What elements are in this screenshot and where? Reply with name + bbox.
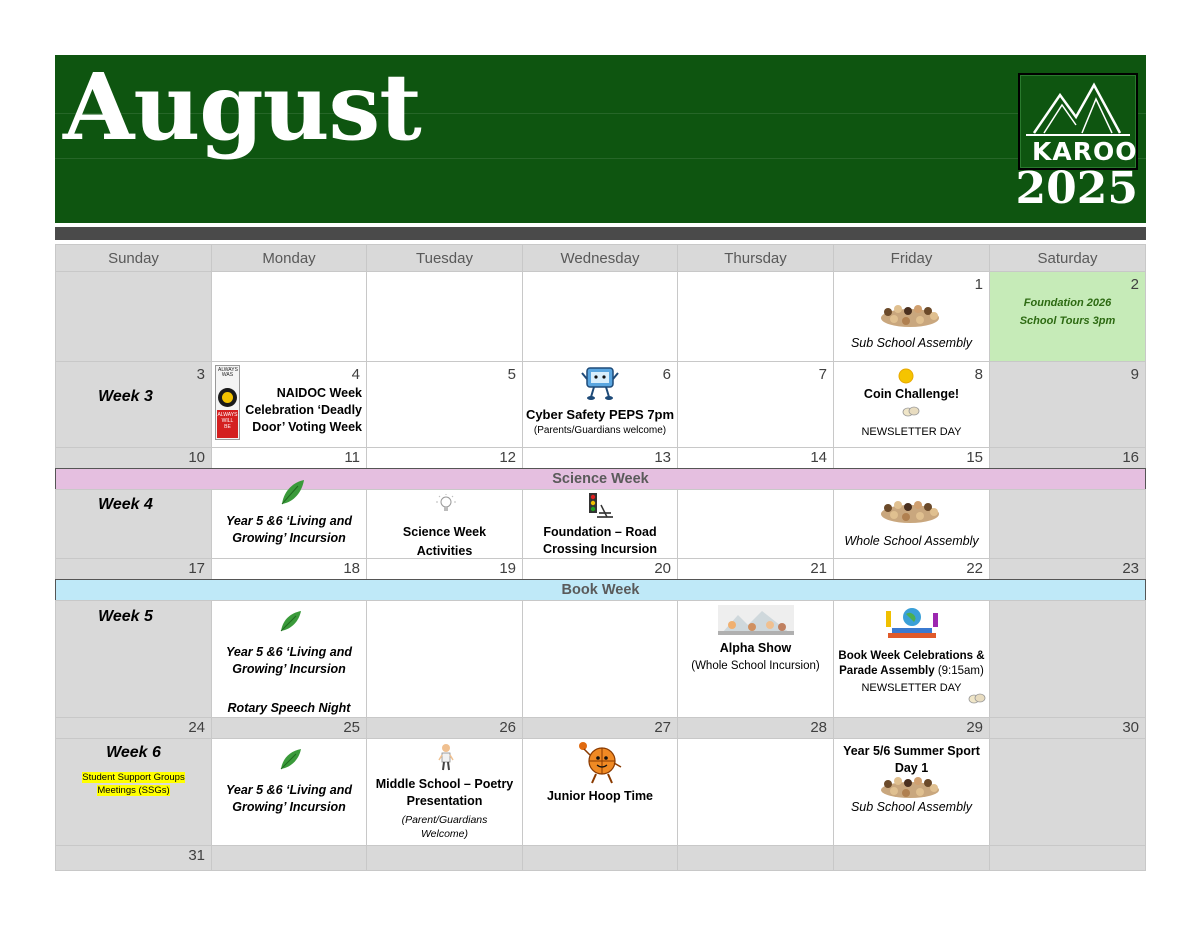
poster-text: WAS: [221, 372, 234, 378]
date-strip-cell: [989, 845, 1146, 871]
event-text: Foundation 2026: [1023, 297, 1112, 309]
event-text: Growing’ Incursion: [232, 800, 346, 814]
event-time: (9:15am): [937, 665, 984, 677]
date-number: 17: [188, 560, 205, 577]
date-number: 25: [343, 719, 360, 736]
day-cell-aug-26: [366, 738, 523, 846]
traffic-light-icon: [587, 491, 615, 519]
event-subtext: NEWSLETTER DAY: [861, 682, 962, 694]
event-text: Junior Hoop Time: [546, 789, 654, 803]
day-cell-aug-18: [211, 600, 367, 718]
day-cell-aug-14: [677, 489, 834, 559]
event-text: Presentation: [406, 794, 483, 808]
day-cell-aug-12: [366, 489, 523, 559]
date-strip-cell: [522, 845, 678, 871]
day-cell-aug-28: [677, 738, 834, 846]
globe-books-icon: [884, 605, 940, 641]
lightbulb-icon: [436, 494, 456, 514]
day-header-friday: Friday: [833, 244, 990, 272]
calendar-grid: [55, 244, 1146, 871]
day-cell-aug-4: [211, 361, 367, 448]
poster-text: WILL: [221, 418, 234, 424]
day-header-sunday: Sunday: [55, 244, 212, 272]
event-text: School Tours 3pm: [1019, 315, 1116, 327]
day-header-saturday: Saturday: [989, 244, 1146, 272]
science-week-band: Science Week: [55, 468, 1146, 490]
event-text: Year 5 &6 ‘Living and: [226, 514, 352, 528]
event-text: Door’ Voting Week: [252, 420, 362, 434]
event-text: NAIDOC Week: [276, 386, 362, 400]
day-header-monday: Monday: [211, 244, 367, 272]
date-strip-cell: [211, 845, 367, 871]
basketball-icon: [576, 741, 624, 785]
poster-text: ALWAYS: [217, 412, 238, 418]
event-subtext: (Parent/Guardians: [401, 814, 488, 826]
event-text: Day 1: [894, 761, 929, 775]
week-cell-week-5: [55, 600, 212, 718]
date-strip-cell: [366, 558, 523, 580]
day-cell-aug-2: [989, 271, 1146, 362]
day-header-thursday: Thursday: [677, 244, 834, 272]
date-strip-cell: [366, 845, 523, 871]
poster-text: ALWAYS: [218, 367, 238, 373]
event-text: Middle School – Poetry: [375, 777, 514, 791]
date-number: 22: [966, 560, 983, 577]
date-strip-cell: [833, 558, 990, 580]
event-text: Foundation – Road: [543, 525, 657, 539]
stage-show-icon: [718, 605, 794, 635]
date-strip-cell: [522, 447, 678, 469]
logo-text: KAROO: [1032, 137, 1138, 166]
crowd-icon: [880, 302, 940, 328]
day-cell-aug-6: [522, 361, 678, 448]
date-number: 6: [662, 366, 671, 383]
day-cell-empty: [522, 271, 678, 362]
date-strip-cell: [366, 447, 523, 469]
karoo-logo: [1018, 73, 1138, 170]
date-strip-cell: [833, 717, 990, 739]
highlighted-text: Meetings (SSGs): [97, 785, 170, 796]
date-strip-cell: [677, 717, 834, 739]
event-text: [834, 663, 989, 680]
event-text: Growing’ Incursion: [232, 531, 346, 545]
event-text: Sub School Assembly: [850, 336, 973, 350]
date-number: 5: [507, 366, 516, 383]
date-number: 4: [351, 366, 360, 383]
event-text: Year 5/6 Summer Sport: [843, 744, 980, 758]
date-number: 11: [344, 449, 360, 466]
day-cell-aug-29: [833, 738, 990, 846]
crowd-icon: [880, 775, 940, 799]
day-cell-aug-13: [522, 489, 678, 559]
day-cell-aug-16: [989, 489, 1146, 559]
date-strip-cell: [522, 717, 678, 739]
date-number: 27: [654, 719, 671, 736]
day-cell-aug-20: [522, 600, 678, 718]
event-subtext: (Whole School Incursion): [691, 660, 820, 672]
event-text: Rotary Speech Night: [227, 701, 351, 715]
event-text-bold: Parade Assembly: [839, 665, 935, 677]
day-cell-aug-22: [833, 600, 990, 718]
day-cell-aug-15: [833, 489, 990, 559]
date-strip-cell: [211, 717, 367, 739]
date-strip-cell: [677, 447, 834, 469]
week-cell-week-4: [55, 489, 212, 559]
date-number: 18: [343, 560, 360, 577]
day-cell-aug-7: [677, 361, 834, 448]
sun-icon: [898, 368, 914, 384]
date-number: 3: [196, 366, 205, 383]
date-number: 7: [818, 366, 827, 383]
date-number: 8: [974, 366, 983, 383]
date-strip-cell: [211, 447, 367, 469]
day-cell-aug-5: [366, 361, 523, 448]
poster-text: BE: [224, 424, 231, 430]
year-title: 2025: [1015, 163, 1138, 214]
day-cell-empty: [211, 271, 367, 362]
date-strip-cell: [55, 558, 212, 580]
event-text: Cyber Safety PEPS 7pm: [525, 407, 675, 422]
week-label: Week 5: [98, 608, 153, 625]
day-cell-empty: [677, 271, 834, 362]
leaf-icon: [278, 609, 304, 635]
day-cell-aug-23: [989, 600, 1146, 718]
date-strip-cell: [677, 845, 834, 871]
date-number: 28: [810, 719, 827, 736]
date-number: 19: [499, 560, 516, 577]
event-text: Coin Challenge!: [863, 387, 960, 401]
day-cell-empty: [55, 271, 212, 362]
week-label: Week 6: [106, 744, 161, 761]
event-text: Book Week Celebrations &: [838, 650, 985, 662]
date-strip-cell: [677, 558, 834, 580]
event-text: Activities: [416, 544, 473, 558]
divider-bar: [55, 227, 1146, 240]
leaf-icon: [278, 747, 304, 773]
date-number: 10: [188, 449, 205, 466]
day-header-tuesday: Tuesday: [366, 244, 523, 272]
event-text: Celebration ‘Deadly: [245, 403, 362, 417]
date-number: 24: [188, 719, 205, 736]
date-number: 13: [654, 449, 671, 466]
header-banner: [55, 55, 1146, 223]
day-cell-aug-1: [833, 271, 990, 362]
event-text: Year 5 &6 ‘Living and: [226, 783, 352, 797]
event-text: Whole School Assembly: [844, 534, 979, 548]
date-strip-cell: [366, 717, 523, 739]
day-cell-aug-19: [366, 600, 523, 718]
date-number: 9: [1130, 366, 1139, 383]
date-number: 14: [810, 449, 827, 466]
month-title: August: [63, 53, 421, 161]
highlighted-text: Student Support Groups: [82, 772, 185, 783]
event-text: Crossing Incursion: [543, 542, 657, 556]
event-text: Science Week: [402, 525, 487, 539]
date-strip-cell: [55, 447, 212, 469]
week-cell-week-6: [55, 738, 212, 846]
date-number: 26: [499, 719, 516, 736]
day-cell-aug-3: [55, 361, 212, 448]
date-number: 21: [810, 560, 827, 577]
event-subtext: (Parents/Guardians welcome): [533, 425, 667, 436]
event-subtext: NEWSLETTER DAY: [861, 426, 962, 438]
coin-icon: [968, 692, 986, 706]
day-cell-aug-25: [211, 738, 367, 846]
child-icon: [438, 743, 454, 771]
day-cell-aug-21: [677, 600, 834, 718]
date-number: 16: [1122, 449, 1139, 466]
naidoc-poster-icon: [215, 365, 240, 440]
date-number: 30: [1122, 719, 1139, 736]
date-strip-cell: [55, 717, 212, 739]
date-strip-cell: [989, 558, 1146, 580]
date-number: 12: [499, 449, 516, 466]
day-cell-aug-11: [211, 489, 367, 559]
day-cell-aug-27: [522, 738, 678, 846]
date-strip-cell: [833, 447, 990, 469]
event-text: Year 5 &6 ‘Living and: [226, 645, 352, 659]
coin-icon: [902, 405, 920, 419]
event-subtext: Welcome): [420, 828, 469, 840]
leaf-icon: [278, 478, 306, 510]
date-number: 23: [1122, 560, 1139, 577]
date-strip-cell: [989, 447, 1146, 469]
date-strip-cell: [211, 558, 367, 580]
date-number: 29: [966, 719, 983, 736]
event-text: Growing’ Incursion: [232, 662, 346, 676]
book-week-band: Book Week: [55, 579, 1146, 601]
crowd-icon: [880, 498, 940, 524]
event-text: Sub School Assembly: [850, 800, 973, 814]
day-cell-empty: [366, 271, 523, 362]
date-strip-cell: [833, 845, 990, 871]
date-number: 20: [654, 560, 671, 577]
ssg-note: [56, 781, 211, 798]
date-number: 1: [974, 276, 983, 293]
date-number: 2: [1130, 276, 1139, 293]
date-strip-cell: [522, 558, 678, 580]
date-number: 31: [188, 847, 205, 864]
event-text: Alpha Show: [719, 641, 792, 655]
day-header-wednesday: Wednesday: [522, 244, 678, 272]
date-strip-cell: [55, 845, 212, 871]
day-cell-aug-9: [989, 361, 1146, 448]
day-cell-aug-8: [833, 361, 990, 448]
date-number: 15: [966, 449, 983, 466]
day-cell-aug-30: [989, 738, 1146, 846]
week-label: Week 4: [98, 496, 153, 513]
computer-mascot-icon: [581, 365, 619, 401]
date-strip-cell: [989, 717, 1146, 739]
week-label: Week 3: [98, 388, 153, 405]
